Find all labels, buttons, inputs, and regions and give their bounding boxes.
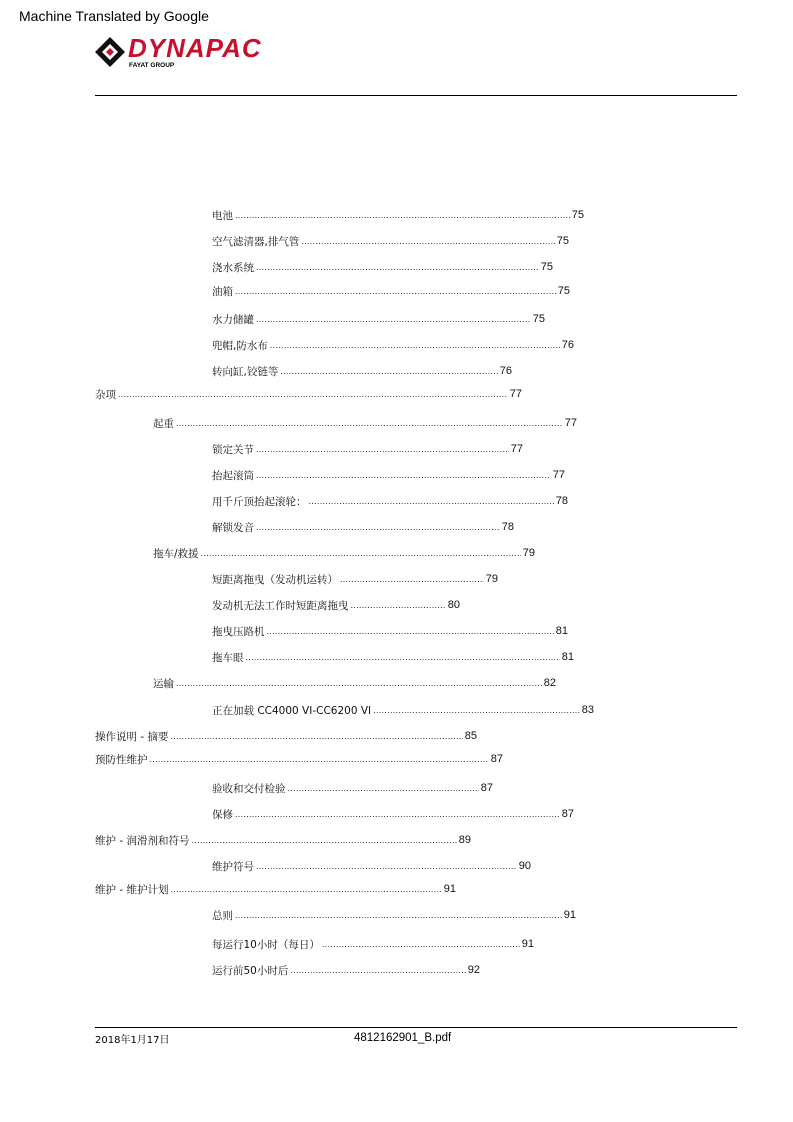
toc-title: 运输	[153, 677, 174, 690]
toc-leader	[290, 965, 465, 975]
toc-title: 保修	[212, 808, 233, 821]
toc-entry[interactable]	[153, 415, 577, 431]
toc-entry[interactable]	[212, 519, 514, 535]
toc-entry[interactable]	[212, 363, 512, 379]
toc-entry[interactable]	[212, 337, 574, 353]
toc-leader	[176, 678, 542, 688]
toc-leader	[256, 522, 500, 532]
toc-page-number: 91	[563, 909, 576, 921]
toc-entry[interactable]	[212, 907, 576, 923]
toc-entry[interactable]	[212, 233, 569, 249]
toc-title: 用千斤顶抬起滚轮：	[212, 495, 307, 508]
toc-page-number: 91	[521, 938, 534, 950]
toc-page-number: 82	[543, 677, 556, 689]
toc-title: 起重	[153, 417, 174, 430]
toc-leader	[201, 548, 521, 558]
brand-subtitle: FAYAT GROUP	[129, 62, 175, 69]
toc-leader	[270, 340, 560, 350]
toc-entry[interactable]	[212, 283, 570, 299]
toc-entry[interactable]	[153, 545, 535, 561]
toc-leader	[150, 754, 489, 764]
toc-leader	[176, 418, 563, 428]
toc-leader	[256, 861, 517, 871]
toc-page-number: 78	[501, 521, 514, 533]
toc-entry[interactable]	[212, 806, 574, 822]
toc-entry[interactable]	[212, 936, 534, 952]
toc-page-number: 90	[518, 860, 531, 872]
toc-title: 兜帽,防水布	[212, 339, 268, 352]
toc-leader	[235, 286, 556, 296]
toc-leader	[118, 389, 508, 399]
toc-page-number: 79	[522, 547, 535, 559]
toc-leader	[280, 366, 497, 376]
toc-page-number: 91	[443, 883, 456, 895]
toc-entry[interactable]	[95, 386, 522, 402]
toc-leader	[373, 705, 580, 715]
toc-leader	[351, 600, 446, 610]
toc-leader	[256, 444, 509, 454]
toc-entry[interactable]	[95, 832, 471, 848]
toc-leader	[322, 939, 520, 949]
toc-leader	[309, 496, 554, 506]
toc-leader	[235, 210, 570, 220]
toc-page-number: 76	[499, 365, 512, 377]
toc-title: 发动机无法工作时短距离拖曳	[212, 599, 349, 612]
toc-page-number: 75	[556, 235, 569, 247]
toc-page-number: 75	[557, 285, 570, 297]
toc-leader	[267, 626, 554, 636]
toc-page-number: 81	[561, 651, 574, 663]
toc-leader	[246, 652, 560, 662]
toc-page-number: 87	[480, 782, 493, 794]
toc-title: 正在加载 CC4000 VI-CC6200 VI	[212, 704, 372, 717]
toc-entry[interactable]	[212, 780, 493, 796]
toc-entry[interactable]	[212, 858, 531, 874]
toc-page-number: 75	[540, 261, 553, 273]
dynapac-diamond-icon	[94, 36, 126, 68]
toc-entry[interactable]	[212, 962, 480, 978]
toc-entry[interactable]	[212, 571, 498, 587]
footer-filename: 4812162901_B.pdf	[354, 1032, 452, 1044]
toc-leader	[235, 910, 562, 920]
dynapac-logo	[94, 33, 334, 72]
toc-entry[interactable]	[212, 493, 568, 509]
toc-entry[interactable]	[212, 649, 574, 665]
toc-page-number: 81	[555, 625, 568, 637]
brand-name: DYNAPAC	[128, 33, 262, 63]
toc-leader	[256, 314, 531, 324]
toc-leader	[288, 783, 479, 793]
toc-title: 操作说明 - 摘要	[95, 730, 169, 743]
toc-title: 维护 - 润滑剂和符号	[95, 834, 190, 847]
toc-page-number: 75	[532, 313, 545, 325]
toc-entry[interactable]	[212, 311, 545, 327]
toc-title: 总则	[212, 909, 233, 922]
toc-page-number: 92	[467, 964, 480, 976]
toc-title: 转向缸,铰链等	[212, 365, 279, 378]
toc-leader	[191, 835, 456, 845]
toc-title: 维护符号	[212, 860, 254, 873]
toc-page-number: 78	[555, 495, 568, 507]
toc-entry[interactable]	[95, 751, 503, 767]
toc-title: 空气滤清器,排气管	[212, 235, 300, 248]
toc-title: 每运行10小时（每日）	[212, 938, 320, 951]
toc-title: 抬起滚筒	[212, 469, 254, 482]
toc-page-number: 83	[581, 704, 594, 716]
toc-leader	[170, 731, 462, 741]
toc-page-number: 85	[464, 730, 477, 742]
toc-entry[interactable]	[153, 675, 556, 691]
toc-title: 拖车眼	[212, 651, 244, 664]
toc-title: 电池	[212, 209, 233, 222]
toc-entry[interactable]	[212, 623, 568, 639]
toc-leader	[170, 884, 441, 894]
toc-title: 浇水系统	[212, 261, 254, 274]
toc-entry[interactable]	[212, 207, 584, 223]
toc-entry[interactable]	[212, 467, 565, 483]
toc-page-number: 89	[458, 834, 471, 846]
toc-leader	[256, 470, 551, 480]
toc-entry[interactable]	[212, 702, 594, 718]
toc-page-number: 80	[447, 599, 460, 611]
toc-title: 运行前50小时后	[212, 964, 289, 977]
toc-title: 杂项	[95, 388, 116, 401]
toc-title: 预防性维护	[95, 753, 148, 766]
translation-banner: Machine Translated by Google	[19, 8, 209, 24]
toc-entry[interactable]	[95, 728, 477, 744]
toc-page-number: 75	[571, 209, 584, 221]
toc-title: 拖曳压路机	[212, 625, 265, 638]
toc-page-number: 76	[561, 339, 574, 351]
toc-title: 解锁发音	[212, 521, 254, 534]
header-rule	[95, 95, 737, 96]
toc-page-number: 77	[564, 417, 577, 429]
toc-page-number: 87	[490, 753, 503, 765]
toc-title: 锁定关节	[212, 443, 254, 456]
toc-leader	[340, 574, 484, 584]
toc-page-number: 77	[509, 388, 522, 400]
toc-entry[interactable]	[95, 881, 456, 897]
footer-rule	[95, 1027, 737, 1028]
toc-title: 拖车/救援	[153, 547, 199, 560]
toc-entry[interactable]	[212, 597, 460, 613]
toc-page-number: 77	[510, 443, 523, 455]
toc-leader	[235, 809, 560, 819]
toc-entry[interactable]	[212, 259, 553, 275]
toc-leader	[301, 236, 554, 246]
footer-date: 2018年1月17日	[95, 1035, 170, 1046]
toc-title: 短距离拖曳（发动机运转）	[212, 573, 338, 586]
toc-title: 维护 - 维护计划	[95, 883, 169, 896]
toc-entry[interactable]	[212, 441, 523, 457]
toc-page-number: 79	[485, 573, 498, 585]
toc-page-number: 77	[552, 469, 565, 481]
toc-title: 水力储罐	[212, 313, 254, 326]
toc-title: 验收和交付检验	[212, 782, 286, 795]
toc-title: 油箱	[212, 285, 233, 298]
toc-leader	[256, 262, 539, 272]
toc-page-number: 87	[561, 808, 574, 820]
